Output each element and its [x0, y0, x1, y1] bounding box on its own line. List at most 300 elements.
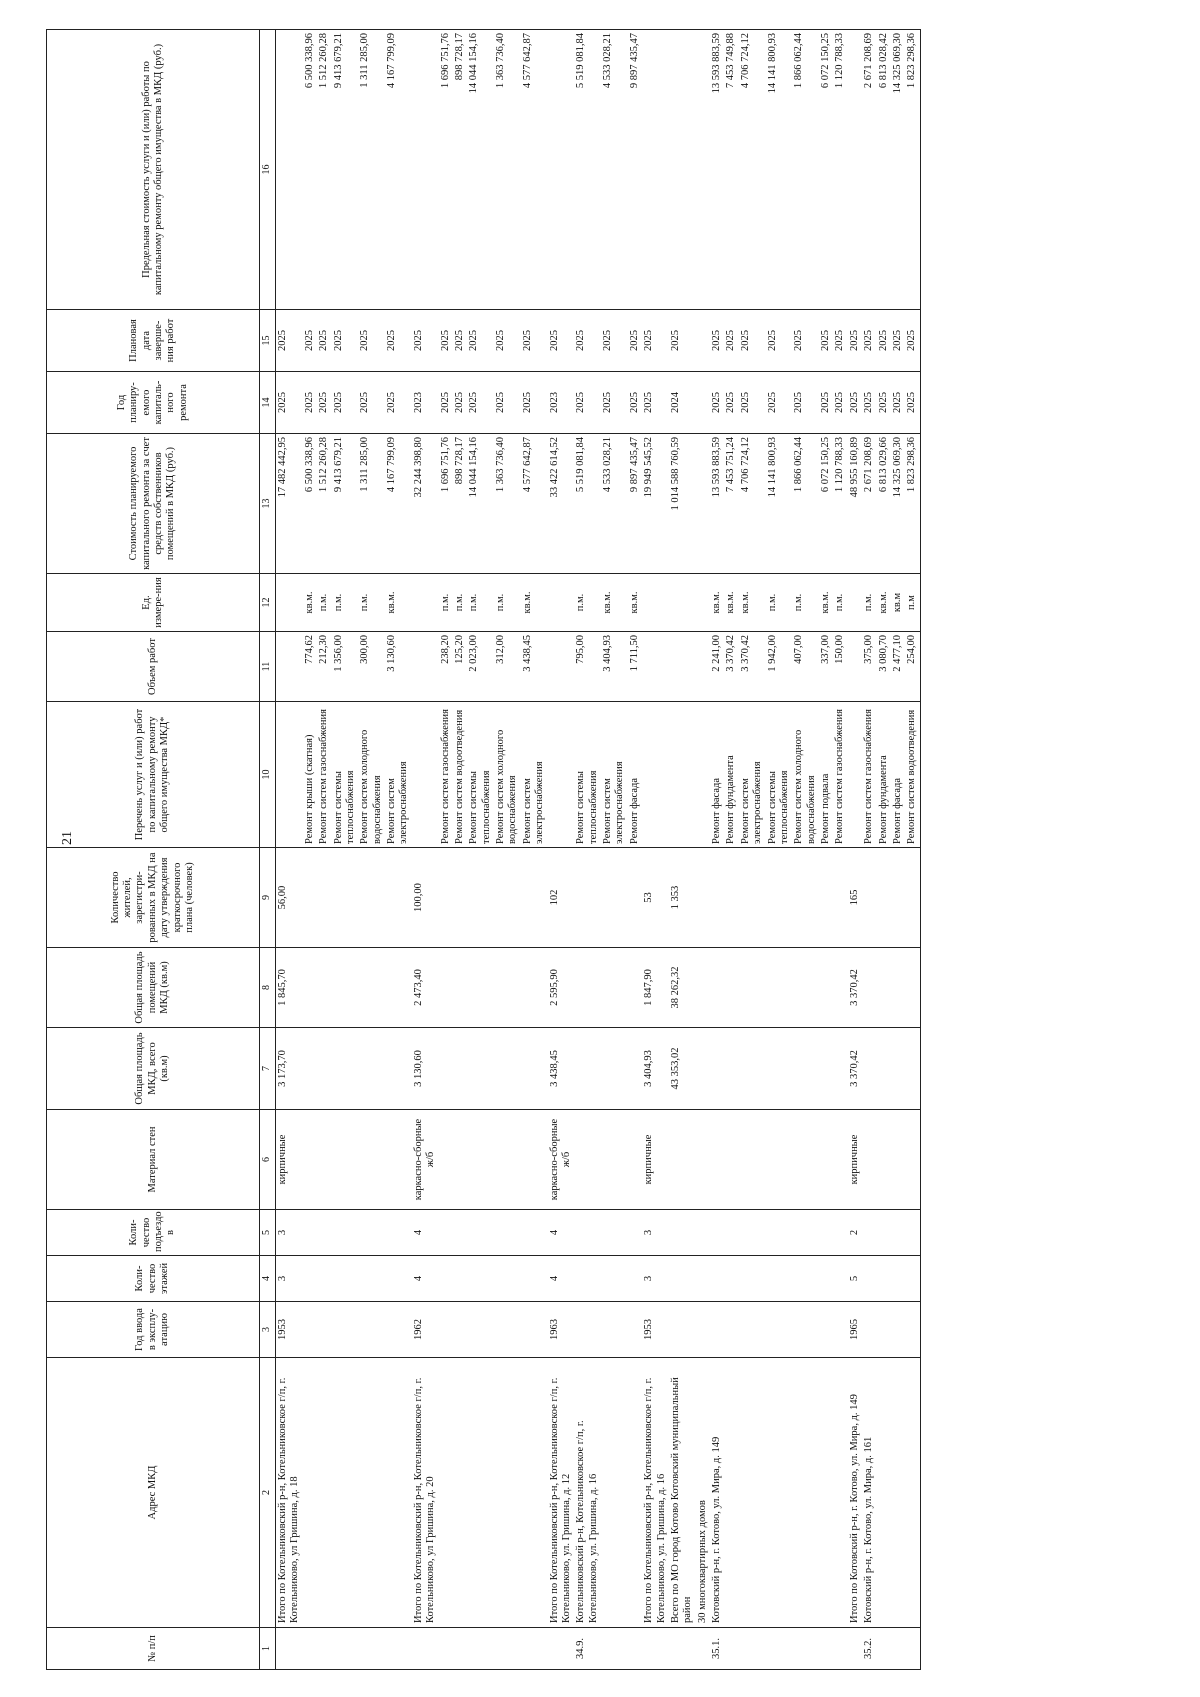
- table-cell: [833, 1110, 847, 1210]
- table-cell: Котовский р-н, г. Котово, ул. Мира, д. 149: [710, 1358, 724, 1628]
- table-cell: 2025: [303, 372, 317, 434]
- table-cell: 2025: [877, 310, 891, 372]
- table-cell: Ремонт систем электроснабжения: [739, 702, 766, 848]
- table-cell: 254,00: [905, 632, 920, 702]
- table-row: [494, 30, 521, 1670]
- table-cell: [862, 1210, 876, 1256]
- table-cell: [303, 948, 317, 1028]
- table-cell: 102: [548, 848, 575, 948]
- table-row: [303, 30, 317, 1670]
- table-cell: 9 897 435,47: [628, 30, 642, 310]
- table-cell: [862, 1256, 876, 1302]
- table-cell: [877, 1628, 891, 1670]
- table-cell: 13 593 883,59: [710, 434, 724, 574]
- table-cell: 2025: [358, 372, 385, 434]
- table-cell: 4: [412, 1256, 439, 1302]
- table-cell: 4 533 028,21: [601, 434, 628, 574]
- table-row: [317, 30, 331, 1670]
- table-cell: 9 413 679,21: [332, 434, 359, 574]
- column-number: 4: [260, 1256, 276, 1302]
- table-row: [792, 30, 819, 1670]
- column-header: Коли-чество подъездо в: [47, 1210, 260, 1256]
- table-cell: [317, 1302, 331, 1358]
- column-number: 15: [260, 310, 276, 372]
- table-cell: [467, 1358, 494, 1628]
- table-cell: [877, 1110, 891, 1210]
- table-cell: [332, 1628, 359, 1670]
- table-cell: 14 325 069,30: [891, 30, 905, 310]
- table-cell: [891, 1628, 905, 1670]
- table-cell: кв.м.: [739, 574, 766, 632]
- table-cell: 2 473,40: [412, 948, 439, 1028]
- table-cell: 7 453 749,88: [724, 30, 738, 310]
- header-row: [47, 30, 260, 1670]
- table-cell: [792, 1256, 819, 1302]
- table-cell: 2 241,00: [710, 632, 724, 702]
- table-cell: [412, 632, 439, 702]
- table-cell: 337,00: [819, 632, 833, 702]
- table-cell: [628, 1302, 642, 1358]
- table-cell: [628, 848, 642, 948]
- table-cell: 4 706 724,12: [739, 434, 766, 574]
- table-cell: [412, 30, 439, 310]
- table-cell: Итого по Котельниковский р-н, Котельниковское г/п, г. Котельниково, ул. Гришина, д. 12: [548, 1358, 575, 1628]
- table-cell: [317, 1028, 331, 1110]
- table-row: [891, 30, 905, 1670]
- table-cell: [642, 30, 669, 310]
- table-cell: 2025: [412, 310, 439, 372]
- table-cell: [862, 848, 876, 948]
- column-number: 7: [260, 1028, 276, 1110]
- table-cell: п.м.: [332, 574, 359, 632]
- table-cell: [696, 310, 710, 372]
- table-cell: Ремонт фасада: [628, 702, 642, 848]
- table-cell: 35.2.: [862, 1628, 876, 1670]
- table-cell: [453, 1110, 467, 1210]
- table-cell: 7 453 751,24: [724, 434, 738, 574]
- table-cell: [358, 1256, 385, 1302]
- table-cell: 2025: [439, 310, 453, 372]
- table-cell: [642, 1628, 669, 1670]
- table-cell: п.м.: [494, 574, 521, 632]
- table-row: [276, 30, 303, 1670]
- table-cell: [628, 1358, 642, 1628]
- table-cell: 2025: [766, 310, 793, 372]
- table-cell: [358, 1110, 385, 1210]
- table-cell: 4 577 642,87: [521, 434, 548, 574]
- table-cell: [833, 1256, 847, 1302]
- table-cell: [848, 574, 862, 632]
- column-number: 12: [260, 574, 276, 632]
- table-cell: [385, 1358, 412, 1628]
- table-cell: [439, 1210, 453, 1256]
- table-cell: 2025: [276, 310, 303, 372]
- table-row: [669, 30, 696, 1670]
- table-cell: 2025: [453, 372, 467, 434]
- table-cell: 2025: [905, 372, 920, 434]
- table-cell: [891, 1256, 905, 1302]
- table-cell: 2023: [412, 372, 439, 434]
- table-cell: кв.м.: [303, 574, 317, 632]
- table-cell: [696, 1256, 710, 1302]
- table-cell: [453, 1256, 467, 1302]
- column-header: Адрес МКД: [47, 1358, 260, 1628]
- table-cell: 4 533 028,21: [601, 30, 628, 310]
- table-cell: Ремонт систем электроснабжения: [521, 702, 548, 848]
- table-cell: [696, 574, 710, 632]
- column-number: 1: [260, 1628, 276, 1670]
- table-cell: Ремонт систем электроснабжения: [601, 702, 628, 848]
- table-cell: 48 955 160,89: [848, 434, 862, 574]
- table-cell: 212,30: [317, 632, 331, 702]
- table-cell: Ремонт системы теплоснабжения: [332, 702, 359, 848]
- table-cell: [467, 1210, 494, 1256]
- table-cell: 3 370,42: [739, 632, 766, 702]
- table-cell: 2 595,90: [548, 948, 575, 1028]
- table-cell: [696, 434, 710, 574]
- table-cell: [521, 1256, 548, 1302]
- table-cell: [385, 948, 412, 1028]
- table-cell: п.м.: [833, 574, 847, 632]
- table-cell: [724, 948, 738, 1028]
- table-cell: 2025: [792, 310, 819, 372]
- table-cell: [710, 1110, 724, 1210]
- table-cell: [303, 1628, 317, 1670]
- table-cell: [739, 1302, 766, 1358]
- table-cell: [792, 1028, 819, 1110]
- table-cell: [494, 1628, 521, 1670]
- table-cell: [467, 1302, 494, 1358]
- table-cell: кв.м.: [819, 574, 833, 632]
- table-cell: Ремонт систем холодного водоснабжения: [358, 702, 385, 848]
- table-cell: [819, 948, 833, 1028]
- table-cell: 9 413 679,21: [332, 30, 359, 310]
- table-cell: 2025: [766, 372, 793, 434]
- table-cell: [317, 1358, 331, 1628]
- table-cell: [574, 848, 601, 948]
- table-cell: 795,00: [574, 632, 601, 702]
- table-cell: [439, 948, 453, 1028]
- column-header: Год ввода в эксплу-атацию: [47, 1302, 260, 1358]
- column-header: Год планиру-емого капиталь-ного ремонта: [47, 372, 260, 434]
- table-cell: 2025: [710, 372, 724, 434]
- table-cell: [696, 702, 710, 848]
- table-cell: 1 353: [669, 848, 696, 948]
- table-cell: [833, 1628, 847, 1670]
- table-cell: 407,00: [792, 632, 819, 702]
- table-cell: [891, 1302, 905, 1358]
- table-cell: 1 696 751,76: [439, 434, 453, 574]
- table-cell: [669, 1628, 696, 1670]
- table-cell: Ремонт систем холодного водоснабжения: [494, 702, 521, 848]
- table-cell: [358, 1028, 385, 1110]
- column-header: № п/п: [47, 1628, 260, 1670]
- table-cell: [724, 1110, 738, 1210]
- table-cell: 2 671 208,69: [862, 434, 876, 574]
- table-cell: кв.м: [891, 574, 905, 632]
- table-cell: 38 262,32: [669, 948, 696, 1028]
- table-cell: [439, 1358, 453, 1628]
- table-body: [276, 30, 921, 1670]
- table-row: [332, 30, 359, 1670]
- table-cell: 5 519 081,84: [574, 434, 601, 574]
- table-cell: [601, 1256, 628, 1302]
- table-cell: [521, 948, 548, 1028]
- table-cell: 17 482 442,95: [276, 434, 303, 574]
- table-cell: [628, 1110, 642, 1210]
- column-header: Общая площадь помещений МКД (кв.м): [47, 948, 260, 1028]
- table-cell: [833, 948, 847, 1028]
- table-cell: 14 141 800,93: [766, 30, 793, 310]
- column-header: Коли-чество этажей: [47, 1256, 260, 1302]
- table-cell: Ремонт систем газоснабжения: [833, 702, 847, 848]
- column-header: Количество жителей, зарегистри-рованных в МКД на дату утверждения краткосрочного плана (человек): [47, 848, 260, 948]
- table-cell: [696, 1302, 710, 1358]
- table-cell: [766, 1210, 793, 1256]
- column-number: 14: [260, 372, 276, 434]
- table-cell: 2 023,00: [467, 632, 494, 702]
- table-cell: 3: [642, 1210, 669, 1256]
- table-cell: [724, 1302, 738, 1358]
- table-cell: [724, 1210, 738, 1256]
- table-cell: 2025: [439, 372, 453, 434]
- table-cell: [739, 948, 766, 1028]
- table-cell: Итого по Котовский р-н, г. Котово, ул. Мира, д. 149: [848, 1358, 862, 1628]
- table-cell: [739, 1256, 766, 1302]
- table-cell: [467, 948, 494, 1028]
- table-cell: [601, 1302, 628, 1358]
- table-cell: кв.м.: [521, 574, 548, 632]
- table-cell: 53: [642, 848, 669, 948]
- table-cell: 1 711,50: [628, 632, 642, 702]
- table-cell: [848, 702, 862, 848]
- table-cell: 2025: [574, 310, 601, 372]
- table-cell: 2024: [669, 372, 696, 434]
- table-cell: 30 многоквартирных домов: [696, 1358, 710, 1628]
- table-cell: [877, 948, 891, 1028]
- table-cell: [317, 1210, 331, 1256]
- table-cell: [521, 1358, 548, 1628]
- table-cell: [792, 1302, 819, 1358]
- table-cell: [601, 1028, 628, 1110]
- table-cell: 3 130,60: [385, 632, 412, 702]
- table-row: [766, 30, 793, 1670]
- table-cell: 6 072 150,25: [819, 434, 833, 574]
- table-cell: [574, 1110, 601, 1210]
- table-cell: [710, 1256, 724, 1302]
- table-cell: [317, 948, 331, 1028]
- table-cell: [601, 1110, 628, 1210]
- table-row: [833, 30, 847, 1670]
- table-cell: 2025: [521, 310, 548, 372]
- table-cell: [276, 632, 303, 702]
- table-cell: [819, 1210, 833, 1256]
- table-cell: [696, 848, 710, 948]
- table-cell: [467, 848, 494, 948]
- table-cell: [819, 1358, 833, 1628]
- table-cell: 2025: [332, 372, 359, 434]
- table-cell: [710, 1028, 724, 1110]
- table-cell: 898 728,17: [453, 434, 467, 574]
- table-cell: 2025: [303, 310, 317, 372]
- table-cell: 4 167 799,09: [385, 434, 412, 574]
- table-cell: [439, 1302, 453, 1358]
- table-cell: [574, 1302, 601, 1358]
- table-cell: [862, 948, 876, 1028]
- table-cell: п.м.: [574, 574, 601, 632]
- table-cell: 3 404,93: [601, 632, 628, 702]
- table-cell: [303, 1256, 317, 1302]
- table-cell: [467, 1256, 494, 1302]
- table-cell: [303, 1358, 317, 1628]
- column-header: Перечень услуг и (или) работ по капитальному ремонту общего имущества МКД*: [47, 702, 260, 848]
- table-cell: Ремонт системы теплоснабжения: [574, 702, 601, 848]
- table-cell: [669, 1210, 696, 1256]
- table-cell: [848, 632, 862, 702]
- table-cell: Котовский р-н, г. Котово, ул. Мира, д. 161: [862, 1358, 876, 1628]
- table-cell: 1 120 788,33: [833, 30, 847, 310]
- table-cell: [833, 848, 847, 948]
- table-cell: Ремонт фундамента: [724, 702, 738, 848]
- table-cell: 150,00: [833, 632, 847, 702]
- table-cell: [905, 1256, 920, 1302]
- table-cell: Ремонт систем электроснабжения: [385, 702, 412, 848]
- table-cell: 3 130,60: [412, 1028, 439, 1110]
- table-cell: Итого по Котельниковский р-н, Котельниковское г/п, г. Котельниково, ул. Гришина, д. 16: [642, 1358, 669, 1628]
- table-cell: [669, 1256, 696, 1302]
- table-cell: [358, 1628, 385, 1670]
- table-cell: 3 080,70: [877, 632, 891, 702]
- table-cell: [696, 1110, 710, 1210]
- table-cell: 35.1.: [710, 1628, 724, 1670]
- table-cell: [710, 1210, 724, 1256]
- table-cell: 3 438,45: [521, 632, 548, 702]
- table-cell: 1 311 285,00: [358, 434, 385, 574]
- table-cell: п.м.: [453, 574, 467, 632]
- table-cell: 1 696 751,76: [439, 30, 453, 310]
- table-cell: [385, 1256, 412, 1302]
- table-cell: 312,00: [494, 632, 521, 702]
- table-row: [521, 30, 548, 1670]
- table-cell: [877, 1028, 891, 1110]
- table-row: [696, 30, 710, 1670]
- table-cell: 3 370,42: [848, 948, 862, 1028]
- table-row: [467, 30, 494, 1670]
- table-cell: [724, 848, 738, 948]
- table-cell: 2025: [848, 372, 862, 434]
- table-cell: [601, 1628, 628, 1670]
- table-cell: [453, 1028, 467, 1110]
- table-cell: 2025: [385, 310, 412, 372]
- table-cell: [601, 848, 628, 948]
- page-number: 21: [60, 831, 75, 845]
- table-cell: 2025: [642, 372, 669, 434]
- table-cell: 1 512 260,28: [317, 434, 331, 574]
- table-cell: [317, 1110, 331, 1210]
- table-cell: [494, 1110, 521, 1210]
- table-cell: [792, 948, 819, 1028]
- table-cell: [891, 1358, 905, 1628]
- table-cell: кв.м.: [601, 574, 628, 632]
- table-cell: п.м: [905, 574, 920, 632]
- table-cell: 1 866 062,44: [792, 30, 819, 310]
- table-cell: [792, 1628, 819, 1670]
- table-cell: 2025: [494, 372, 521, 434]
- table-cell: 1 120 788,33: [833, 434, 847, 574]
- table-cell: [905, 1028, 920, 1110]
- table-cell: [453, 1628, 467, 1670]
- table-cell: [317, 1256, 331, 1302]
- table-cell: Всего по МО город Котово Котовский муниципальный район: [669, 1358, 696, 1628]
- rotated-table-container: [46, 30, 1146, 1670]
- table-cell: 2025: [792, 372, 819, 434]
- table-cell: [739, 1028, 766, 1110]
- table-cell: [385, 1302, 412, 1358]
- column-number: 11: [260, 632, 276, 702]
- column-number: 6: [260, 1110, 276, 1210]
- table-cell: 14 044 154,16: [467, 30, 494, 310]
- table-cell: 1 866 062,44: [792, 434, 819, 574]
- table-cell: [766, 1110, 793, 1210]
- table-cell: [439, 1110, 453, 1210]
- table-cell: [548, 632, 575, 702]
- table-cell: 4: [548, 1210, 575, 1256]
- table-cell: 1 942,00: [766, 632, 793, 702]
- table-cell: 2025: [724, 310, 738, 372]
- table-header: [47, 30, 276, 1670]
- table-cell: 1 823 298,36: [905, 30, 920, 310]
- table-cell: [696, 948, 710, 1028]
- table-cell: 4 167 799,09: [385, 30, 412, 310]
- table-cell: п.м.: [792, 574, 819, 632]
- table-cell: Ремонт подвала: [819, 702, 833, 848]
- table-cell: Ремонт системы теплоснабжения: [467, 702, 494, 848]
- table-cell: кирпичные: [642, 1110, 669, 1210]
- table-cell: Ремонт систем водоотведения: [905, 702, 920, 848]
- table-cell: [669, 632, 696, 702]
- table-row: [905, 30, 920, 1670]
- table-cell: [696, 30, 710, 310]
- table-cell: [891, 1210, 905, 1256]
- table-cell: п.м.: [358, 574, 385, 632]
- table-cell: [696, 1628, 710, 1670]
- table-cell: [494, 1302, 521, 1358]
- table-cell: Ремонт системы теплоснабжения: [766, 702, 793, 848]
- table-cell: [766, 1628, 793, 1670]
- column-header: Объем работ: [47, 632, 260, 702]
- table-cell: 1 845,70: [276, 948, 303, 1028]
- table-cell: [848, 30, 862, 310]
- table-cell: 2: [848, 1210, 862, 1256]
- table-cell: Ремонт систем водоотведения: [453, 702, 467, 848]
- table-cell: [739, 1628, 766, 1670]
- table-cell: 2025: [574, 372, 601, 434]
- table-cell: [412, 1628, 439, 1670]
- table-row: [548, 30, 575, 1670]
- table-cell: 2025: [548, 310, 575, 372]
- table-cell: [548, 574, 575, 632]
- table-cell: [891, 1028, 905, 1110]
- table-cell: 3 370,42: [724, 632, 738, 702]
- table-cell: [669, 574, 696, 632]
- table-cell: 4 706 724,12: [739, 30, 766, 310]
- table-cell: 56,00: [276, 848, 303, 948]
- table-cell: 4: [412, 1210, 439, 1256]
- table-cell: 32 244 398,80: [412, 434, 439, 574]
- table-row: [642, 30, 669, 1670]
- table-cell: 2025: [905, 310, 920, 372]
- table-cell: 2025: [276, 372, 303, 434]
